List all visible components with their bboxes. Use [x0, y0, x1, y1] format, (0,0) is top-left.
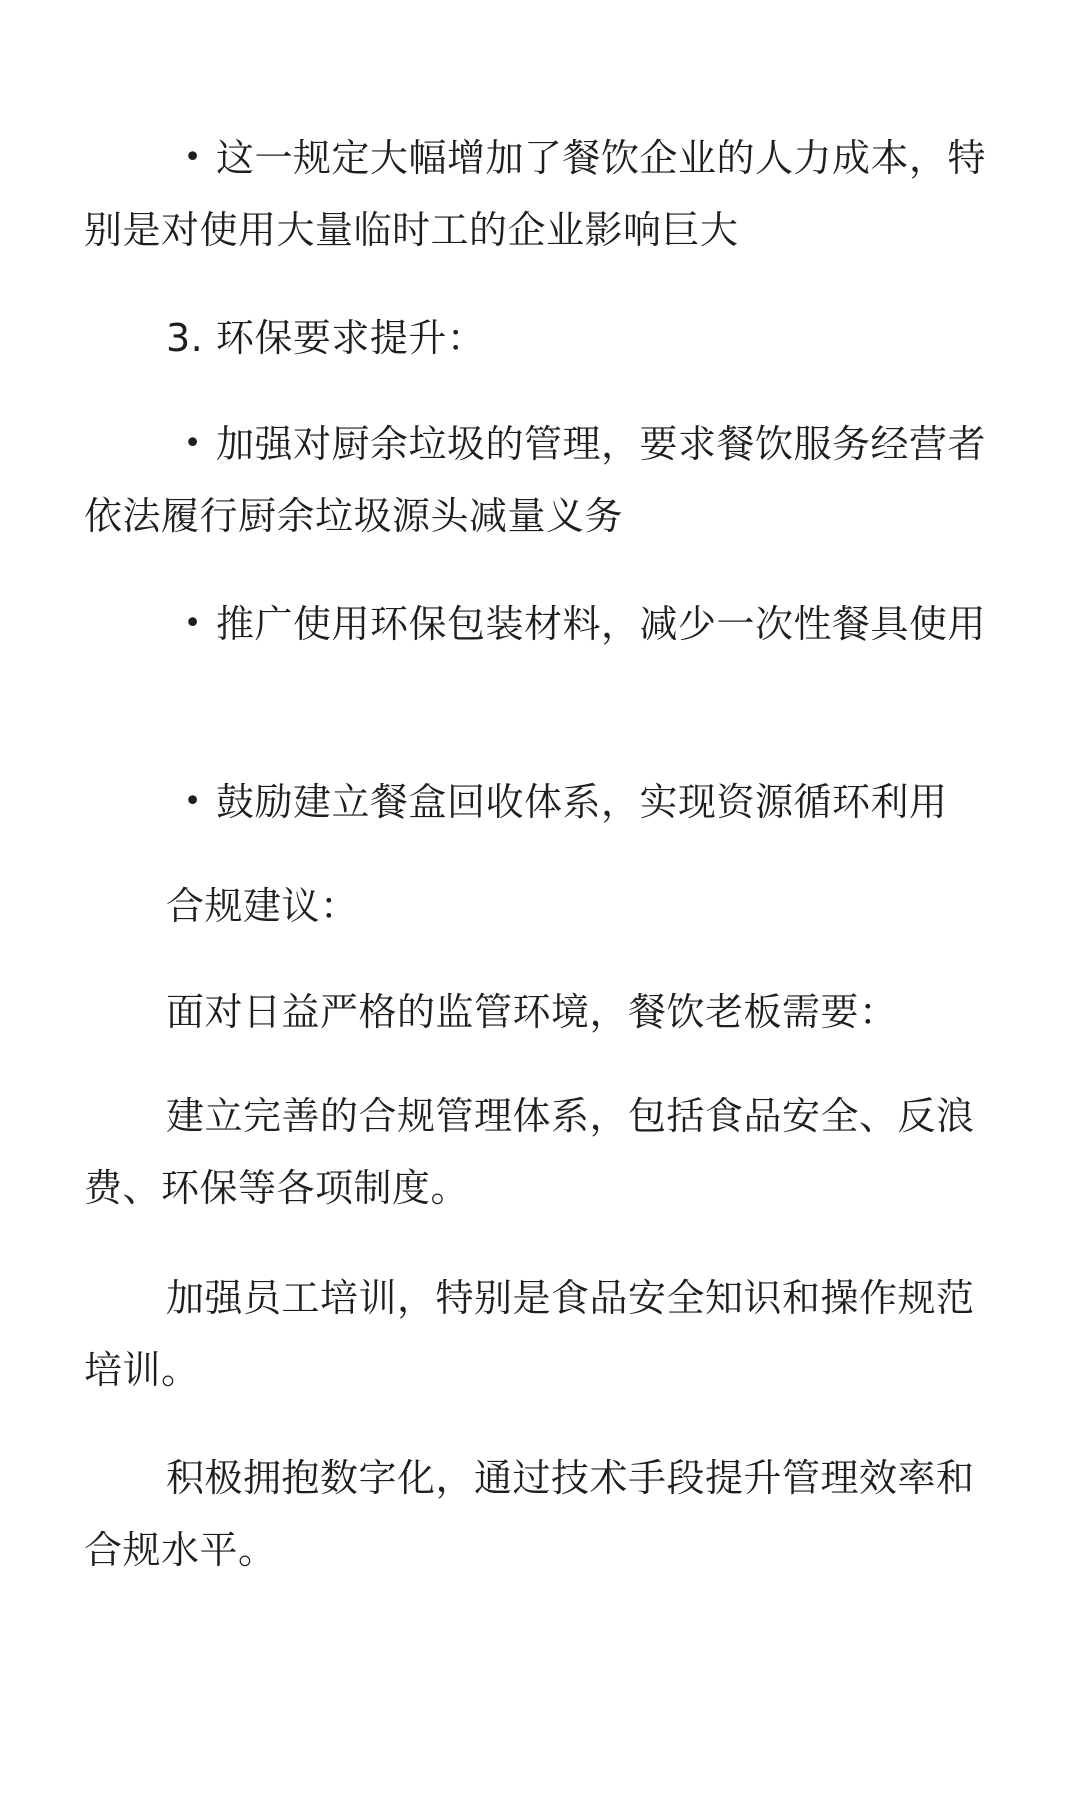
- bullet-text: 加强对厨余垃圾的管理，要求餐饮服务经营者依法履行厨余垃圾源头减量义务: [84, 422, 987, 538]
- bullet-marker: •: [183, 426, 202, 461]
- section-heading-compliance: 合规建议：: [166, 884, 359, 928]
- bullet-paragraph-packaging: [84, 588, 1004, 660]
- bullet-text: 鼓励建立餐盒回收体系，实现资源循环利用: [216, 780, 948, 824]
- paragraph-staff-training: 加强员工培训，特别是食品安全知识和操作规范培训。: [84, 1276, 975, 1392]
- paragraph-management-system: 建立完善的合规管理体系，包括食品安全、反浪费、环保等各项制度。: [84, 1094, 975, 1210]
- bullet-marker: •: [183, 784, 202, 819]
- section-heading-environment: 3. 环保要求提升：: [166, 316, 486, 360]
- paragraph-regulatory-environment: 面对日益严格的监管环境，餐饮老板需要：: [166, 990, 898, 1034]
- bullet-paragraph-kitchen-waste: [84, 408, 1004, 552]
- bullet-paragraph-labor-cost: [84, 122, 1004, 266]
- bullet-text: 这一规定大幅增加了餐饮企业的人力成本，特别是对使用大量临时工的企业影响巨大: [84, 136, 987, 252]
- bullet-text: 推广使用环保包装材料，减少一次性餐具使用: [216, 602, 987, 646]
- bullet-marker: •: [183, 140, 202, 175]
- bullet-paragraph-recycling: [84, 766, 1004, 838]
- bullet-marker: •: [183, 606, 202, 641]
- paragraph-digitalization: 积极拥抱数字化，通过技术手段提升管理效率和合规水平。: [84, 1456, 975, 1572]
